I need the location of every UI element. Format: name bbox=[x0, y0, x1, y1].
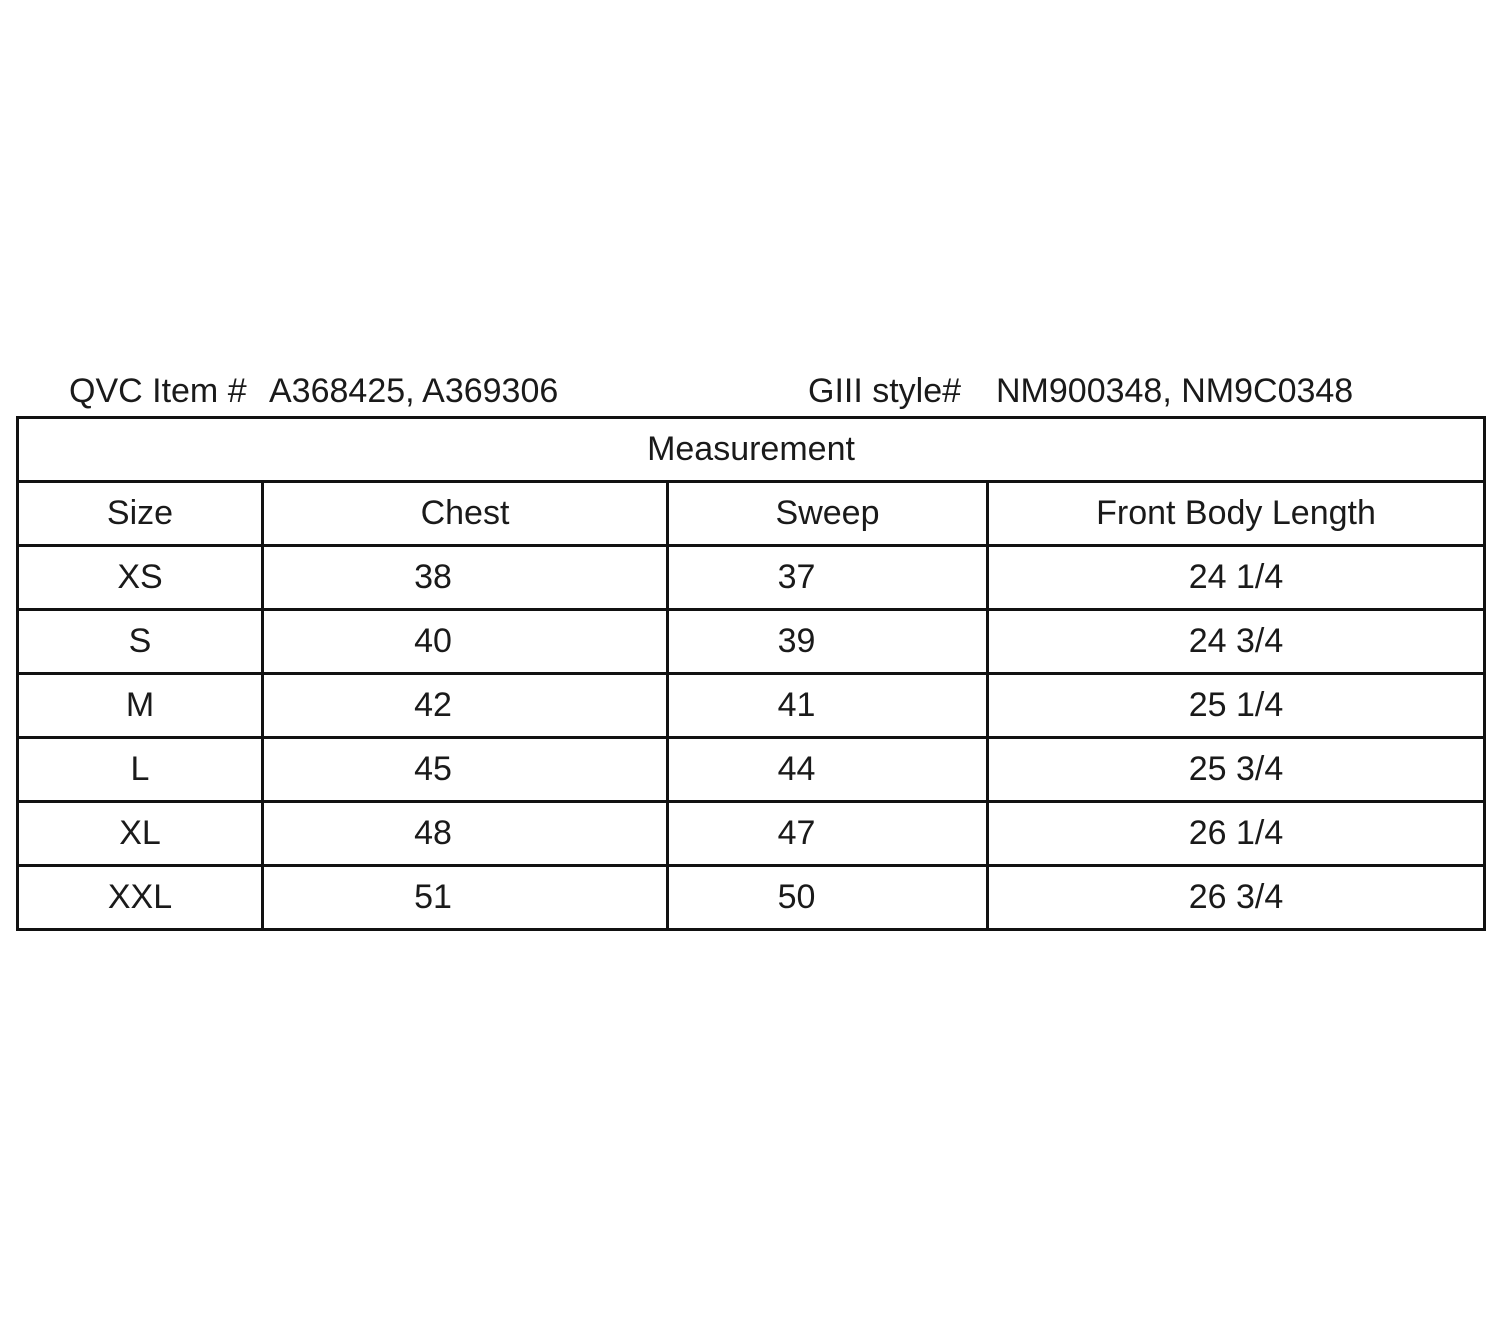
chest-cell bbox=[263, 866, 668, 930]
column-header-chest: Chest bbox=[263, 482, 668, 546]
qvc-item-value: A368425, A369306 bbox=[269, 372, 559, 410]
chest-value: 38 bbox=[414, 558, 452, 596]
chest-cell bbox=[263, 738, 668, 802]
size-cell: XXL bbox=[18, 866, 263, 930]
giii-style-label: GIII style# bbox=[808, 372, 962, 410]
table-row bbox=[18, 866, 1485, 930]
front-body-length-cell: 26 3/4 bbox=[988, 866, 1485, 930]
front-body-length-cell: 24 3/4 bbox=[988, 610, 1485, 674]
sweep-value: 39 bbox=[777, 622, 816, 660]
qvc-item-label: QVC Item # bbox=[69, 372, 247, 410]
chest-value: 42 bbox=[414, 686, 452, 724]
size-cell: XL bbox=[18, 802, 263, 866]
chest-value: 48 bbox=[414, 814, 452, 852]
sweep-value: 37 bbox=[777, 558, 816, 596]
sweep-cell bbox=[668, 866, 988, 930]
sweep-cell bbox=[668, 802, 988, 866]
measurement-table bbox=[16, 416, 1486, 931]
sweep-value: 44 bbox=[777, 750, 816, 788]
table-row bbox=[18, 802, 1485, 866]
sweep-cell bbox=[668, 674, 988, 738]
size-cell: L bbox=[18, 738, 263, 802]
chest-value: 51 bbox=[414, 878, 452, 916]
size-cell: XS bbox=[18, 546, 263, 610]
item-header bbox=[0, 368, 1502, 416]
sweep-cell bbox=[668, 738, 988, 802]
size-cell: M bbox=[18, 674, 263, 738]
column-header-size: Size bbox=[18, 482, 263, 546]
table-row bbox=[18, 738, 1485, 802]
table-title: Measurement bbox=[18, 418, 1485, 482]
sweep-cell bbox=[668, 610, 988, 674]
chest-cell bbox=[263, 546, 668, 610]
chest-cell bbox=[263, 610, 668, 674]
size-cell: S bbox=[18, 610, 263, 674]
chest-cell bbox=[263, 674, 668, 738]
sweep-value: 50 bbox=[777, 878, 816, 916]
giii-style-value: NM900348, NM9C0348 bbox=[996, 372, 1354, 410]
chest-value: 40 bbox=[414, 622, 452, 660]
table-row bbox=[18, 546, 1485, 610]
chest-cell bbox=[263, 802, 668, 866]
sweep-cell bbox=[668, 546, 988, 610]
front-body-length-cell: 24 1/4 bbox=[988, 546, 1485, 610]
front-body-length-cell: 26 1/4 bbox=[988, 802, 1485, 866]
table-row bbox=[18, 674, 1485, 738]
sweep-value: 41 bbox=[777, 686, 816, 724]
table-title-row bbox=[18, 418, 1485, 482]
chest-value: 45 bbox=[414, 750, 452, 788]
front-body-length-cell: 25 1/4 bbox=[988, 674, 1485, 738]
front-body-length-cell: 25 3/4 bbox=[988, 738, 1485, 802]
table-row bbox=[18, 610, 1485, 674]
sweep-value: 47 bbox=[777, 814, 816, 852]
column-header-sweep: Sweep bbox=[668, 482, 988, 546]
table-header-row bbox=[18, 482, 1485, 546]
column-header-front-body-length: Front Body Length bbox=[988, 482, 1485, 546]
